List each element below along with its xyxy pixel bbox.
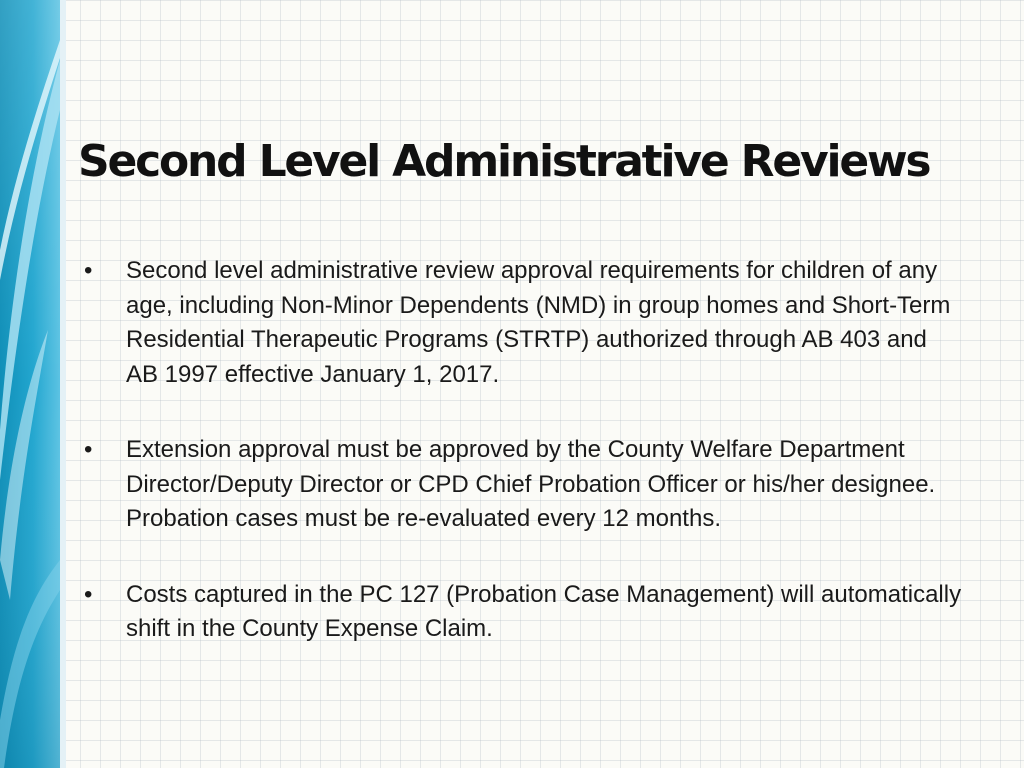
bullet-item — [84, 578, 964, 647]
bullet-icon: • — [84, 257, 93, 284]
decorative-side-band — [0, 0, 66, 768]
bullet-text: Second level administrative review approval requirements for children of any age, including Non-Minor Dependents (NMD) in group homes and Short-Term Residential Therapeutic Programs (STRTP) authorized through AB 403 and AB 1997 effective January 1, 2017. — [126, 257, 951, 388]
bullet-icon: • — [84, 580, 93, 608]
side-band-edge — [60, 0, 66, 768]
bullet-text: Costs captured in the PC 127 (Probation Case Management) will automatically shift in the County Expense Claim. — [126, 580, 962, 642]
bullet-item — [84, 254, 964, 392]
slide-title: Second Level Administrative Reviews — [78, 136, 930, 187]
bullet-text: Extension approval must be approved by the County Welfare Department Director/Deputy Director or CPD Chief Probation Officer or his/her designee. Probation cases must be re-evaluated every 12 months. — [126, 436, 936, 532]
bullet-list — [84, 254, 964, 647]
bullet-item — [84, 433, 964, 537]
bullet-icon: • — [84, 436, 93, 463]
side-band-graphic — [0, 0, 66, 768]
